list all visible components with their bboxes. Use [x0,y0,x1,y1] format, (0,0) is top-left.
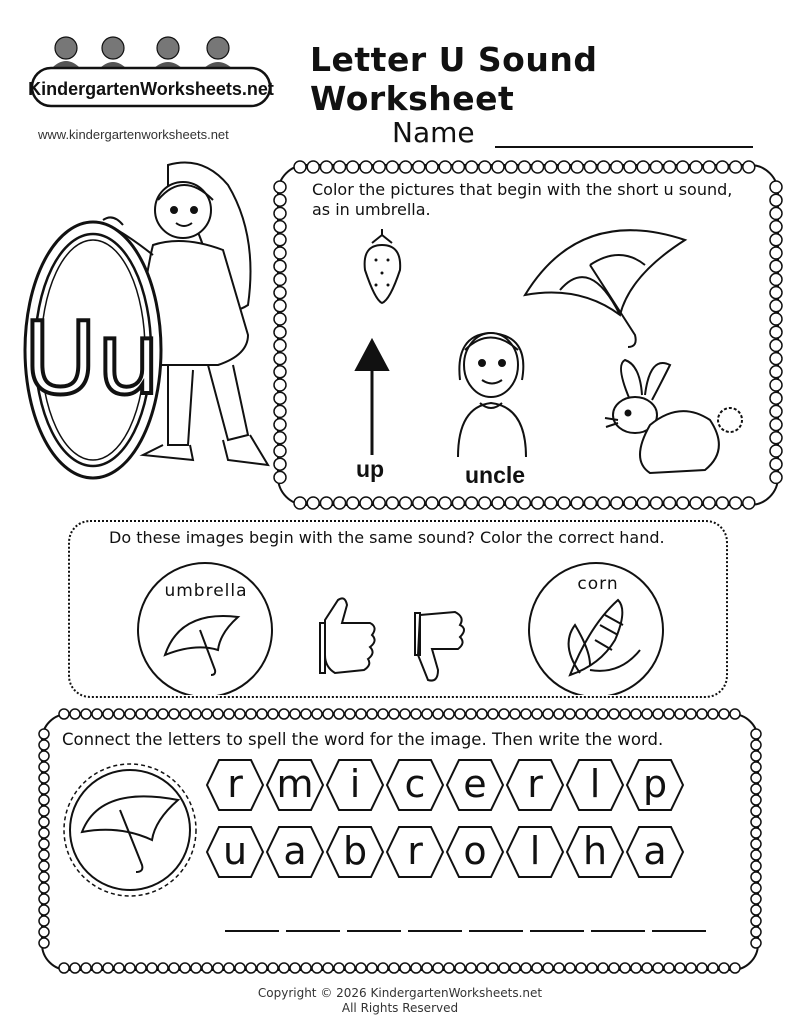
letter-tile-a[interactable] [625,824,685,880]
tile-letter: a [283,829,307,873]
section3-instruction: Connect the letters to spell the word for the image. Then write the word. [62,730,664,749]
tile-letter: r [407,829,423,873]
tile-letter: h [582,829,608,873]
letter-tile-r[interactable] [385,824,445,880]
name-label: Name [392,116,475,149]
letter-tile-m[interactable] [265,757,325,813]
worksheet-title: Letter U Sound Worksheet [310,40,598,118]
answer-blank[interactable] [652,930,706,932]
tile-letter: l [529,829,541,873]
letter-tile-r[interactable] [505,757,565,813]
label-uncle: uncle [465,462,526,488]
label-umbrella: umbrella [164,581,248,601]
tile-letter: o [463,829,487,873]
answer-blank[interactable] [591,930,645,932]
thumbs-down-icon[interactable] [415,612,464,681]
letter-tile-c[interactable] [385,757,445,813]
answer-blank[interactable] [347,930,401,932]
tile-letter: m [276,762,314,806]
letter-tile-h[interactable] [565,824,625,880]
tile-letter: c [404,762,426,806]
thumbs-up-icon[interactable] [320,598,375,673]
site-logo [28,30,278,130]
name-field-line[interactable] [495,146,753,148]
rights-text: All Rights Reserved [341,1001,459,1015]
letter-tile-b[interactable] [325,824,385,880]
answer-blanks[interactable] [225,930,706,932]
letter-row-1 [205,757,685,813]
tile-letter: l [589,762,601,806]
tile-letter: a [643,829,667,873]
uncle-icon[interactable] [458,333,526,457]
letter-display: Uu [23,300,161,417]
umbrella-icon[interactable] [525,230,685,347]
letter-row-2 [205,824,685,880]
tile-letter: r [527,762,543,806]
answer-blank[interactable] [286,930,340,932]
letter-tile-e[interactable] [445,757,505,813]
tile-letter: i [349,762,361,806]
instruction-line-2: as in umbrella. [312,200,431,219]
section3-umbrella-picture [60,760,200,900]
label-corn: corn [577,574,619,594]
rabbit-icon[interactable] [605,360,742,473]
letter-tile-r[interactable] [205,757,265,813]
tile-letter: u [222,829,248,873]
tile-letter: r [227,762,243,806]
girl-holding-letter-illustration [18,155,288,495]
tile-letter: e [463,762,487,806]
footer [0,986,800,1016]
letter-tile-o[interactable] [445,824,505,880]
section1-instruction [312,180,782,220]
instruction-line-1: Color the pictures that begin with the short u sound, [312,180,733,199]
tile-letter: p [642,762,668,806]
strawberry-icon[interactable] [365,229,401,303]
answer-blank[interactable] [469,930,523,932]
logo-text: KindergartenWorksheets.net [28,79,274,99]
letter-tile-i[interactable] [325,757,385,813]
label-up: up [356,456,385,482]
tile-letter: b [342,829,368,873]
answer-blank[interactable] [225,930,279,932]
letter-tile-a[interactable] [265,824,325,880]
answer-blank[interactable] [408,930,462,932]
answer-blank[interactable] [530,930,584,932]
up-arrow-icon[interactable] [356,340,388,455]
letter-tile-l[interactable] [505,824,565,880]
letter-tile-p[interactable] [625,757,685,813]
section2-instruction: Do these images begin with the same sound? Color the correct hand. [109,528,665,547]
letter-tile-l[interactable] [565,757,625,813]
copyright-text: Copyright © 2026 KindergartenWorksheets.net [257,986,543,1000]
logo-url: www.kindergartenworksheets.net [38,127,229,142]
letter-tile-u[interactable] [205,824,265,880]
